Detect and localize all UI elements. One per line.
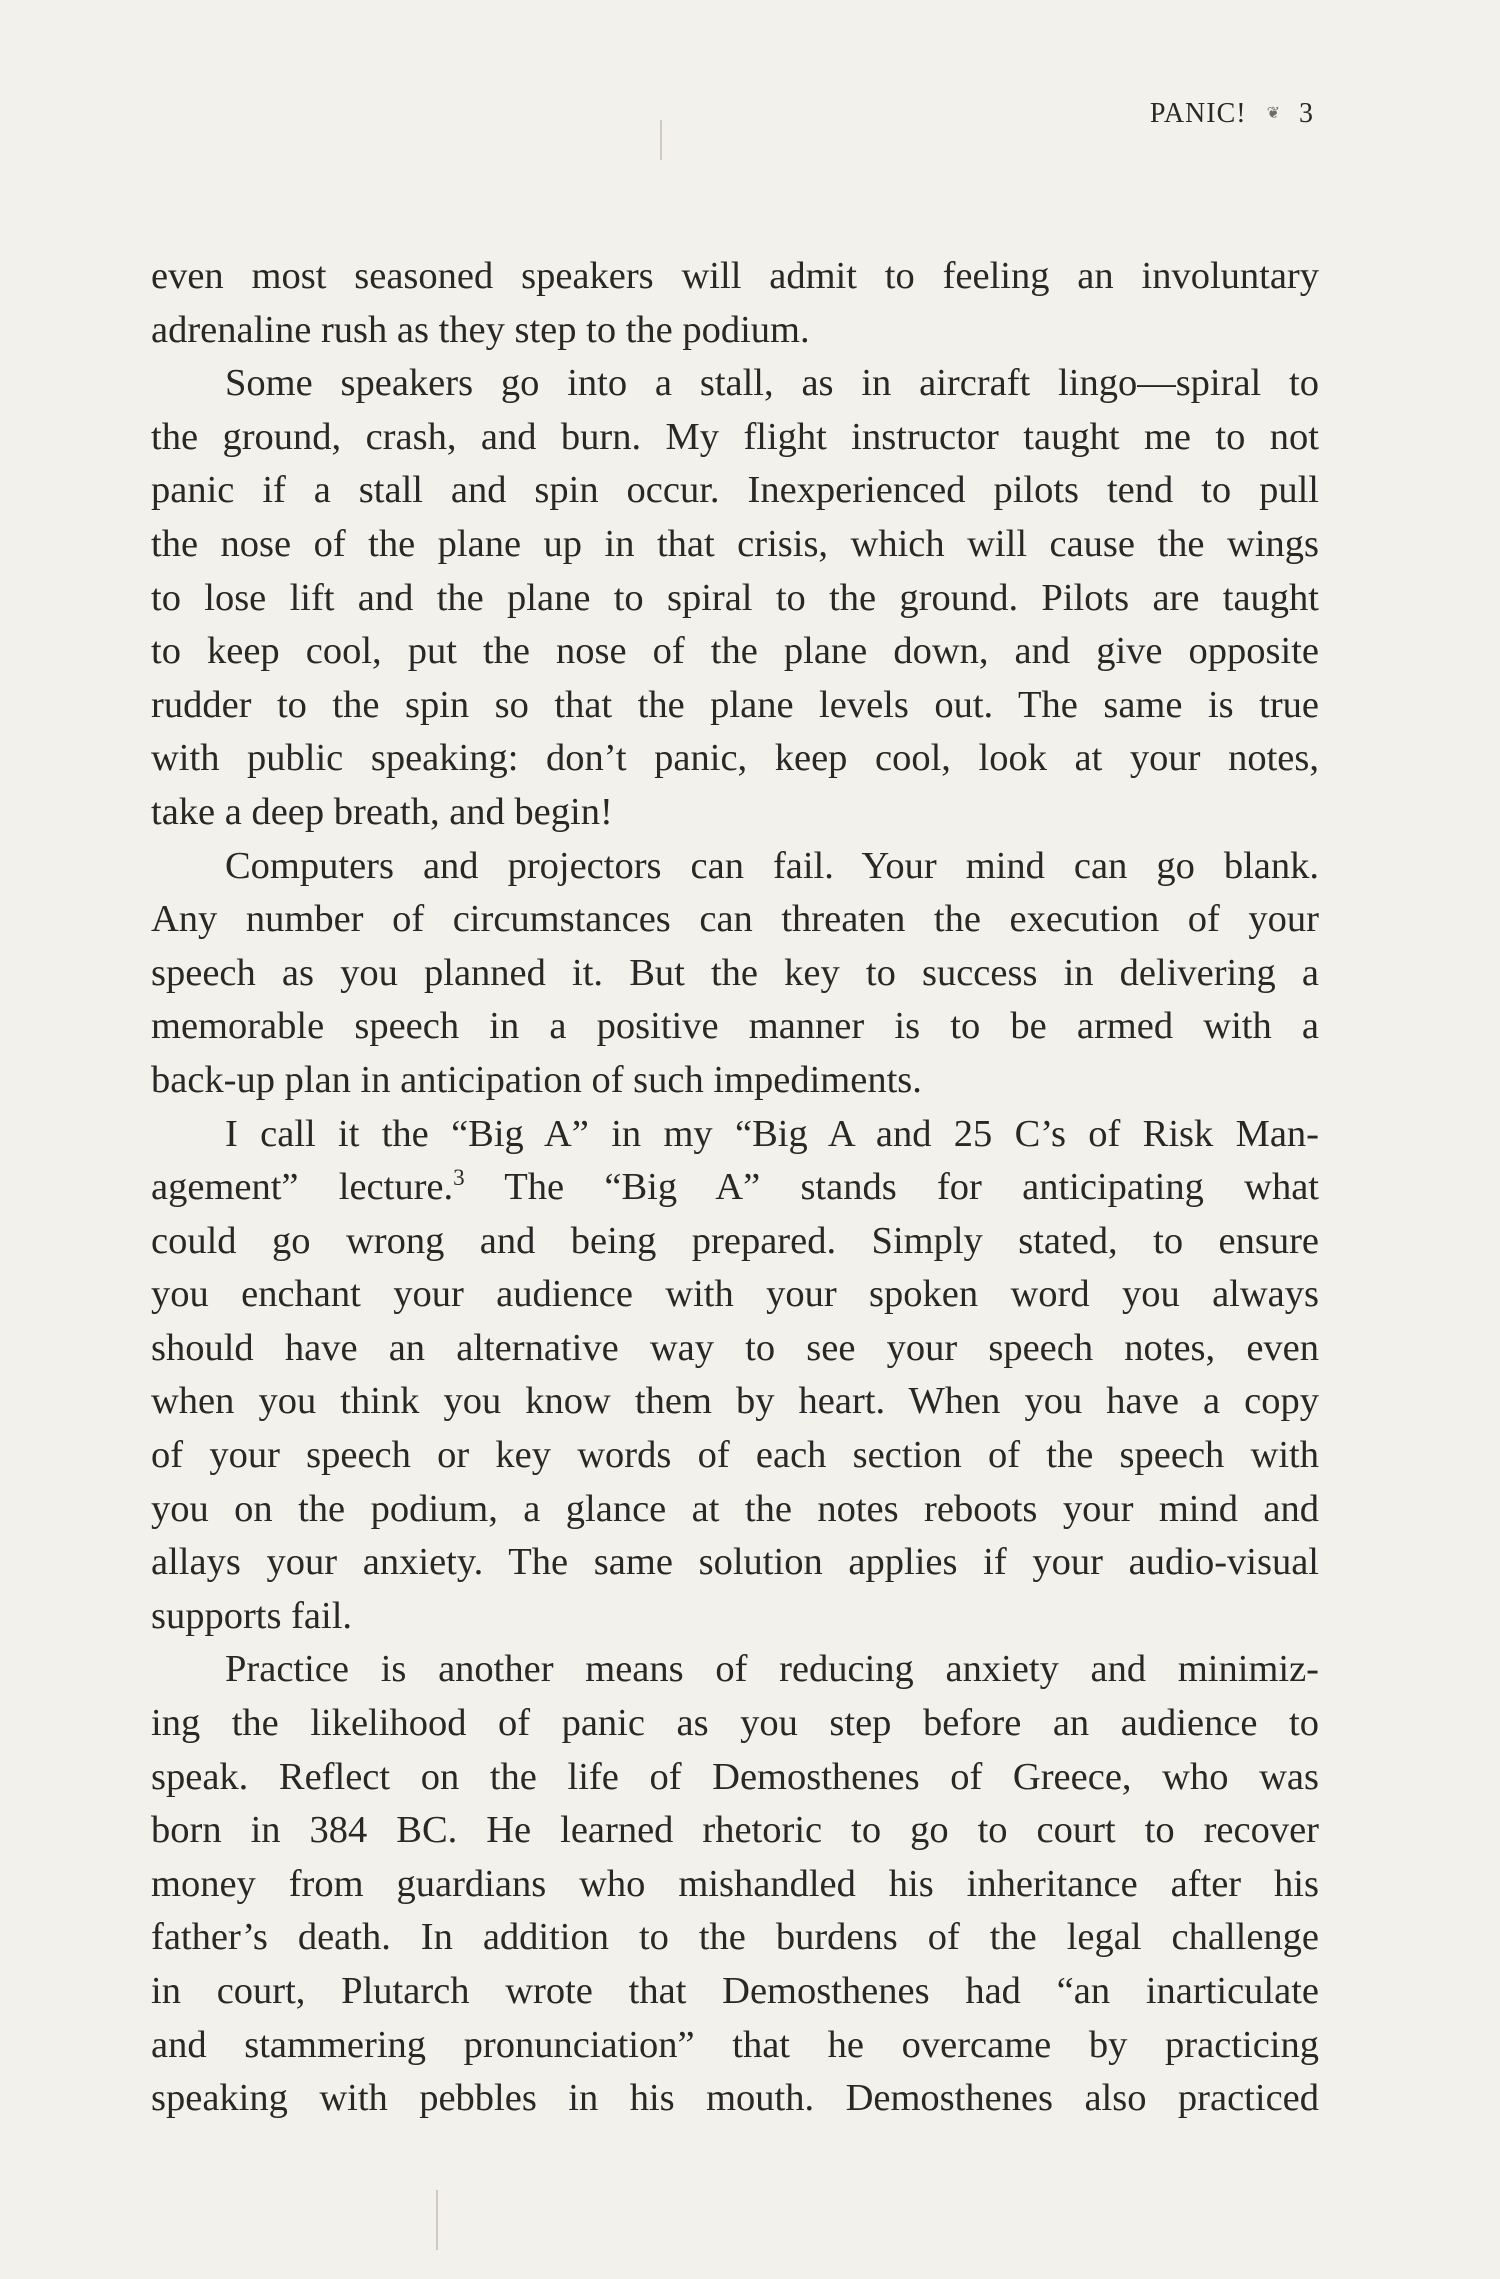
- text-line: panic if a stall and spin occur. Inexperienced pilots tend to pull: [151, 469, 1319, 512]
- text-line: Any number of circumstances can threaten the execution of your: [151, 898, 1319, 941]
- text-line: you enchant your audience with your spoken word you always: [151, 1273, 1319, 1316]
- text-line: memorable speech in a positive manner is to be armed with a: [151, 1005, 1319, 1048]
- footnote-ref[interactable]: 3: [453, 1164, 465, 1191]
- paragraph: [151, 250, 1319, 357]
- text-line: speech as you planned it. But the key to success in delivering a: [151, 951, 1319, 994]
- body-text: [151, 250, 1319, 2126]
- text-line: money from guardians who mishandled his inheritance after his: [151, 1862, 1319, 1905]
- text-line: Computers and projectors can fail. Your mind can go blank.: [225, 844, 1319, 887]
- text-line: I call it the “Big A” in my “Big A and 25 C’s of Risk Man-: [225, 1112, 1319, 1155]
- text-line: speaking with pebbles in his mouth. Demosthenes also practiced: [151, 2077, 1319, 2120]
- text-line: Some speakers go into a stall, as in aircraft lingo—spiral to: [225, 362, 1319, 405]
- text-line: father’s death. In addition to the burdens of the legal challenge: [151, 1916, 1319, 1959]
- text-line: of your speech or key words of each section of the speech with: [151, 1434, 1319, 1477]
- text-line: should have an alternative way to see your speech notes, even: [151, 1326, 1319, 1369]
- paragraph: [151, 357, 1319, 839]
- text-line: to keep cool, put the nose of the plane down, and give opposite: [151, 630, 1319, 673]
- text-line: in court, Plutarch wrote that Demosthenes had “an inarticulate: [151, 1970, 1319, 2012]
- paragraph: [151, 840, 1319, 1108]
- text-line: you on the podium, a glance at the notes reboots your mind and: [151, 1487, 1319, 1530]
- text-line: back-up plan in anticipation of such impediments.: [151, 1058, 922, 1101]
- text-line: agement” lecture.$^3$ The “Big A” stands for anticipating what: [151, 1164, 1319, 1209]
- text-line: supports fail.: [151, 1594, 353, 1637]
- fleuron-icon: ❦: [1266, 105, 1281, 122]
- page-number: 3: [1299, 98, 1314, 129]
- text-line: the ground, crash, and burn. My flight instructor taught me to not: [151, 415, 1319, 458]
- text-line: Practice is another means of reducing anxiety and minimiz-: [225, 1648, 1319, 1691]
- text-line: take a deep breath, and begin!: [151, 790, 613, 833]
- scan-mark: [436, 2190, 438, 2250]
- text-line: rudder to the spin so that the plane levels out. The same is true: [151, 683, 1319, 726]
- text-line: speak. Reflect on the life of Demosthenes of Greece, who was: [151, 1755, 1319, 1798]
- text-line: when you think you know them by heart. When you have a copy: [151, 1380, 1319, 1423]
- text-line: the nose of the plane up in that crisis, which will cause the wings: [151, 522, 1319, 565]
- text-line-tail: The “Big A” stands for anticipating what: [464, 1166, 1319, 1209]
- text-line: to lose lift and the plane to spiral to the ground. Pilots are taught: [151, 576, 1319, 619]
- paragraph: [151, 1108, 1319, 1644]
- paragraph: [151, 1643, 1319, 2125]
- text-line: adrenaline rush as they step to the podium.: [151, 308, 810, 351]
- text-line: with public speaking: don’t panic, keep cool, look at your notes,: [151, 737, 1319, 780]
- text-line: ing the likelihood of panic as you step before an audience to: [151, 1702, 1319, 1745]
- text-line: could go wrong and being prepared. Simply stated, to ensure: [151, 1219, 1319, 1262]
- text-line: even most seasoned speakers will admit to feeling an involuntary: [151, 255, 1319, 297]
- running-head: [1150, 98, 1314, 130]
- section-title: PANIC!: [1149, 98, 1247, 129]
- text-line: and stammering pronunciation” that he overcame by practicing: [151, 2023, 1319, 2066]
- text-line: born in 384 BC. He learned rhetoric to go to court to recover: [151, 1809, 1319, 1852]
- scan-mark: [660, 120, 662, 160]
- text-line: allays your anxiety. The same solution applies if your audio-visual: [151, 1541, 1319, 1584]
